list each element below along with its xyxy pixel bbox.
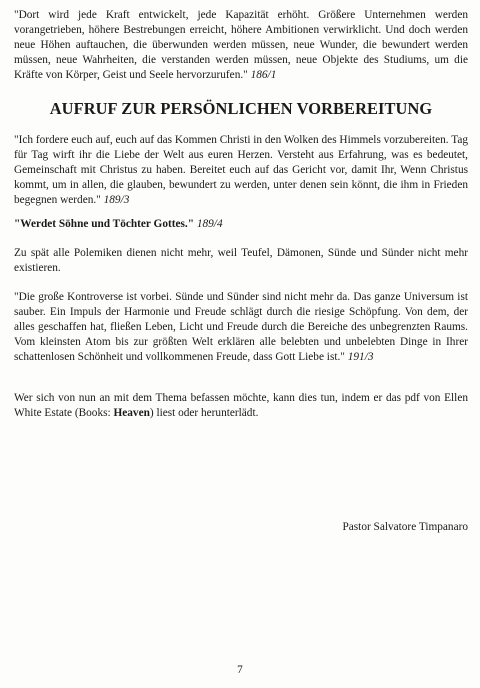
paragraph-5-text-before: Wer sich von nun an mit dem Thema befassen möchte, kann dies tun, indem er das pdf von Ellen White Estate (Books: (14, 392, 468, 419)
paragraph-2-text: "Werdet Söhne und Töchter Gottes." (14, 218, 195, 230)
paragraph-4 (14, 290, 468, 365)
paragraph-4-reference: 191/3 (347, 351, 374, 363)
paragraph-3-text: Zu spät alle Polemiken dienen nicht mehr, weil Teufel, Dämonen, Sünde und Sünder nicht mehr existieren. (14, 247, 468, 274)
paragraph-5 (14, 391, 468, 421)
paragraph-2 (14, 217, 468, 232)
paragraph-1 (14, 133, 468, 208)
paragraph-5-book-title: Heaven (113, 407, 150, 419)
document-page (14, 8, 468, 421)
section-heading: AUFRUF ZUR PERSÖNLICHEN VORBEREITUNG (49, 99, 433, 118)
intro-text: "Dort wird jede Kraft entwickelt, jede Kapazität erhöht. Größere Unternehmen werden vorangetrieben, höhere Bestrebungen erreicht, höhere Ambitionen verwirklicht. Und doch werden neue Höhen auftauchen, die überwunden werden müssen, neue Wunder, die bewundert werden müssen, neue Wahrheiten, die verstanden werden müssen, neue Objekte des Studiums, um die Kräfte von Körper, Geist und Seele hervorzurufen." (14, 9, 468, 81)
paragraph-3 (14, 246, 468, 276)
paragraph-5-text-after: ) liest oder herunterlädt. (149, 407, 259, 419)
paragraph-2-reference: 189/4 (196, 218, 223, 230)
paragraph-1-text: "Ich fordere euch auf, euch auf das Kommen Christi in den Wolken des Himmels vorzubereiten. Tag für Tag wirft ihr die Liebe der Welt aus euren Herzen. Versteht aus Erfahrung, was es bedeutet, Gemeinschaft mit Christus zu haben. Bereitet euch auf das Gericht vor, damit Ihr, Wenn Christus kommt, um in allen, die glauben, bewundert zu werden, unter denen sein könnt, die ihm in Frieden begegnen werden." (14, 134, 468, 206)
intro-paragraph (14, 8, 468, 83)
intro-reference: 186/1 (250, 69, 277, 81)
paragraph-1-reference: 189/3 (103, 194, 130, 206)
paragraph-4-text: "Die große Kontroverse ist vorbei. Sünde und Sünder sind nicht mehr da. Das ganze Universum ist sauber. Ein Impuls der Harmonie und Freude schlägt durch die riesige Schöpfung. Von dem, der alles geschaffen hat, fließen Leben, Licht und Freude durch die Bereiche des unbegrenzten Raums. Vom kleinsten Atom bis zur größten Welt erklären alle belebten und unbelebten Dinge in Ihrer schattenlosen Schönheit und vollkommenen Freude, dass Gott Liebe ist." (14, 291, 468, 363)
signature: Pastor Salvatore Timpanaro (342, 521, 468, 533)
page-number: 7 (237, 664, 243, 676)
